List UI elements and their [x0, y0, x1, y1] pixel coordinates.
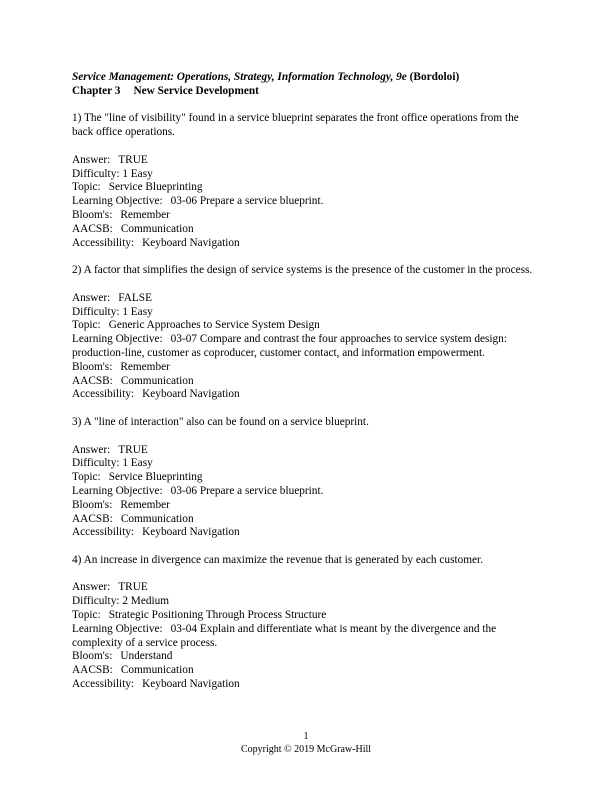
- question-item: [72, 112, 542, 250]
- topic-row: [72, 319, 542, 333]
- aacsb-row: [72, 375, 542, 389]
- topic-row: [72, 471, 542, 485]
- objective-value: 03-06 Prepare a service blueprint.: [170, 195, 324, 208]
- difficulty-row: [72, 595, 542, 609]
- aacsb-label: AACSB:: [72, 512, 113, 525]
- objective-label: Learning Objective:: [72, 333, 163, 346]
- book-header: [72, 71, 542, 85]
- objective-row: [72, 485, 542, 499]
- accessibility-value: Keyboard Navigation: [142, 526, 240, 539]
- aacsb-label: AACSB:: [72, 664, 113, 677]
- answer-value: TRUE: [118, 153, 148, 166]
- accessibility-label: Accessibility:: [72, 388, 135, 401]
- difficulty-value: 1 Easy: [122, 457, 153, 470]
- difficulty-value: 1 Easy: [122, 167, 153, 180]
- difficulty-label: Difficulty:: [72, 305, 120, 318]
- blooms-value: Understand: [120, 650, 173, 663]
- blooms-label: Bloom's:: [72, 360, 113, 373]
- answer-label: Answer:: [72, 443, 111, 456]
- topic-row: [72, 181, 542, 195]
- question-metadata: [72, 444, 542, 541]
- difficulty-row: [72, 457, 542, 471]
- accessibility-value: Keyboard Navigation: [142, 236, 240, 249]
- answer-label: Answer:: [72, 153, 111, 166]
- question-text: 2) A factor that simplifies the design of service systems is the presence of the customer in the process.: [72, 264, 533, 277]
- blooms-row: [72, 650, 542, 664]
- topic-value: Service Blueprinting: [108, 181, 203, 194]
- difficulty-label: Difficulty:: [72, 595, 120, 608]
- objective-label: Learning Objective:: [72, 484, 163, 497]
- blooms-row: [72, 499, 542, 513]
- chapter-label: Chapter 3: [72, 84, 121, 97]
- objective-label: Learning Objective:: [72, 622, 163, 635]
- aacsb-label: AACSB:: [72, 222, 113, 235]
- aacsb-value: Communication: [120, 222, 194, 235]
- accessibility-row: [72, 526, 542, 540]
- difficulty-row: [72, 168, 542, 182]
- accessibility-row: [72, 388, 542, 402]
- topic-value: Generic Approaches to Service System Design: [108, 319, 320, 332]
- accessibility-label: Accessibility:: [72, 236, 135, 249]
- aacsb-value: Communication: [120, 664, 194, 677]
- chapter-heading: [72, 85, 542, 99]
- question-metadata: [72, 154, 542, 251]
- difficulty-value: 2 Medium: [122, 595, 170, 608]
- topic-label: Topic:: [72, 319, 101, 332]
- accessibility-value: Keyboard Navigation: [142, 678, 240, 691]
- chapter-title: New Service Development: [133, 84, 259, 97]
- objective-row: [72, 623, 542, 651]
- book-title: Service Management: Operations, Strategy, Information Technology, 9e: [72, 71, 407, 83]
- answer-row: [72, 154, 542, 168]
- blooms-value: Remember: [120, 360, 170, 373]
- aacsb-label: AACSB:: [72, 374, 113, 387]
- blooms-label: Bloom's:: [72, 208, 113, 221]
- difficulty-value: 1 Easy: [122, 305, 153, 318]
- accessibility-value: Keyboard Navigation: [142, 388, 240, 401]
- accessibility-row: [72, 237, 542, 251]
- accessibility-label: Accessibility:: [72, 526, 135, 539]
- objective-value: 03-04 Explain and differentiate what is meant by the divergence and the complexity of a service process.: [72, 622, 497, 649]
- question-item: [72, 264, 542, 402]
- answer-label: Answer:: [72, 291, 111, 304]
- question-text: 4) An increase in divergence can maximize the revenue that is generated by each customer.: [72, 553, 484, 566]
- aacsb-row: [72, 664, 542, 678]
- aacsb-value: Communication: [120, 512, 194, 525]
- answer-value: TRUE: [118, 581, 148, 594]
- topic-value: Strategic Positioning Through Process Structure: [108, 609, 327, 622]
- aacsb-value: Communication: [120, 374, 194, 387]
- page-number: 1: [303, 731, 309, 742]
- topic-label: Topic:: [72, 471, 101, 484]
- objective-row: [72, 195, 542, 209]
- objective-value: 03-06 Prepare a service blueprint.: [170, 484, 324, 497]
- answer-value: FALSE: [118, 291, 152, 304]
- blooms-label: Bloom's:: [72, 498, 113, 511]
- answer-label: Answer:: [72, 581, 111, 594]
- objective-value: 03-07 Compare and contrast the four approaches to service system design: production-line, customer as coproducer, customer contact, and information empowerment.: [72, 333, 507, 359]
- question-metadata: [72, 292, 542, 402]
- question-text: 3) A "line of interaction" also can be found on a service blueprint.: [72, 415, 369, 428]
- difficulty-label: Difficulty:: [72, 457, 120, 470]
- difficulty-label: Difficulty:: [72, 167, 120, 180]
- book-author: (Bordoloi): [409, 71, 460, 83]
- topic-row: [72, 609, 542, 623]
- blooms-value: Remember: [120, 208, 170, 221]
- aacsb-row: [72, 223, 542, 237]
- difficulty-row: [72, 306, 542, 320]
- topic-label: Topic:: [72, 609, 101, 622]
- blooms-row: [72, 209, 542, 223]
- objective-label: Learning Objective:: [72, 195, 163, 208]
- question-metadata: [72, 581, 542, 691]
- topic-value: Service Blueprinting: [108, 471, 203, 484]
- copyright-notice: Copyright © 2019 McGraw-Hill: [240, 744, 372, 755]
- answer-row: [72, 581, 542, 595]
- answer-row: [72, 292, 542, 306]
- question-item: [72, 416, 542, 540]
- blooms-label: Bloom's:: [72, 650, 113, 663]
- accessibility-row: [72, 678, 542, 692]
- objective-row: [72, 333, 542, 361]
- blooms-value: Remember: [120, 498, 170, 511]
- document-page: [72, 71, 542, 692]
- question-item: [72, 554, 542, 692]
- answer-value: TRUE: [118, 443, 148, 456]
- accessibility-label: Accessibility:: [72, 678, 135, 691]
- blooms-row: [72, 361, 542, 375]
- topic-label: Topic:: [72, 181, 101, 194]
- question-text: 1) The "line of visibility" found in a service blueprint separates the front office operations from the back office operations.: [72, 112, 519, 139]
- aacsb-row: [72, 513, 542, 527]
- answer-row: [72, 444, 542, 458]
